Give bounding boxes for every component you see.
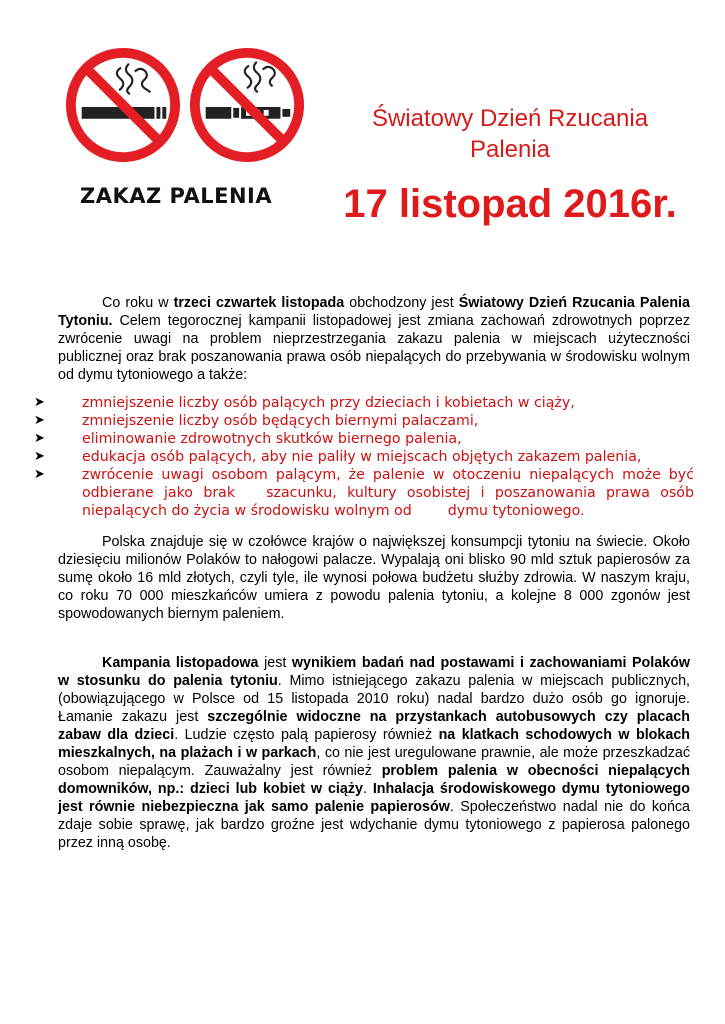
- event-date: 17 listopad 2016r.: [343, 182, 677, 226]
- intro-text-1: Co roku w: [102, 295, 174, 311]
- no-smoking-signs: [60, 46, 310, 216]
- list-item-text: zmniejszenie liczby osób będących biernymi palaczami,: [82, 413, 479, 429]
- campaign-text-5: .: [362, 781, 373, 797]
- arrow-bullet-icon: ➤: [34, 395, 45, 410]
- title-line-1: Światowy Dzień Rzucania: [371, 105, 649, 132]
- arrow-bullet-icon: ➤: [34, 413, 45, 428]
- campaign-paragraph: [58, 654, 690, 852]
- list-item-text: eliminowanie zdrowotnych skutków biernego palenia,: [82, 431, 462, 447]
- intro-text-3: Celem tegorocznej kampanii listopadowej jest zmiana zachowań zdrowotnych poprzez zwrócenie uwagi na problem nieprzestrzegania zakazu palenia w miejscach użyteczności publicznej oraz brak poszanowania prawa osób niepalących do przebywania w środowisku wolnym od dymu tytoniowego a także:: [58, 313, 690, 383]
- no-smoking-e-cigarette-icon: [188, 46, 306, 164]
- campaign-bold-3: szczególnie widoczne na przystankach autobusowych czy placach zabaw dla dzieci: [58, 709, 690, 743]
- list-item: [34, 448, 694, 466]
- intro-text-2: obchodzony jest: [344, 295, 459, 311]
- arrow-bullet-icon: ➤: [34, 431, 45, 446]
- list-item: [34, 394, 694, 412]
- arrow-bullet-icon: ➤: [34, 467, 45, 482]
- campaign-text-6: . Społeczeństwo nadal nie do końca zdaje sobie sprawę, jak bardzo groźne jest wdychanie dymu tytoniowego z papierosa palonego przez inną osobę.: [58, 799, 691, 851]
- intro-paragraph: [58, 294, 690, 384]
- poland-text: Polska znajduje się w czołówce krajów o największej konsumpcji tytoniu na świecie. Około dziesięciu milionów Polaków to nałogowi palacze. Wypalają oni blisko 90 mld sztuk papierosów za sumę około 16 mld złotych, czyli tyle, ile wynosi połowa budżetu służby zdrowia. W naszym kraju, co roku 70 000 mieszkańców umiera z powodu palenia tytoniu, a kolejne 8 000 zgonów jest spowodowanych biernym paleniem.: [58, 534, 690, 622]
- intro-bold-1: trzeci czwartek listopada: [173, 295, 345, 311]
- campaign-text-4: , co nie jest uregulowane prawnie, ale może przeszkadzać osobom niepalącym. Zauważalny jest również: [58, 745, 690, 779]
- intro-bold-2: Światowy Dzień Rzucania Palenia Tytoniu.: [58, 295, 690, 329]
- list-item: [34, 466, 699, 520]
- arrow-bullet-icon: ➤: [34, 449, 45, 464]
- poland-paragraph: [58, 533, 690, 623]
- list-item-text: edukacja osób palących, aby nie paliły w miejscach objętych zakazem palenia,: [82, 449, 642, 465]
- campaign-bold-1: Kampania listopadowa: [102, 655, 259, 671]
- list-item-text: zwrócenie uwagi osobom palącym, że palenie w otoczeniu niepalących może być odbierane jako brak szacunku, kultury osobistej i poszanowania prawa osób niepalących do życia w środowisku wolnym od dymu tytoniowego.: [82, 467, 699, 519]
- page-title: [330, 103, 690, 165]
- no-smoking-cigarette-icon: [64, 46, 182, 164]
- title-line-2: Palenia: [469, 136, 551, 163]
- list-item-text: zmniejszenie liczby osób palących przy dzieciach i kobietach w ciąży,: [82, 395, 575, 411]
- campaign-bold-6: Inhalacja środowiskowego dymu tytoniowego jest równie niebezpieczna jak samo palenie papierosów: [58, 781, 690, 815]
- sign-caption: ZAKAZ PALENIA: [80, 184, 273, 208]
- campaign-bold-5: problem palenia w obecności niepalących domowników, np.: dzieci lub kobiet w ciąży: [58, 763, 691, 797]
- campaign-text-3: . Ludzie często palą papierosy również: [174, 727, 439, 743]
- campaign-bold-2: wynikiem badań nad postawami i zachowaniami Polaków w stosunku do palenia tytoniu: [58, 655, 690, 689]
- campaign-text-2: . Mimo istniejącego zakazu palenia w miejscach publicznych, (obowiązującego w Polsce od 15 listopada 2010 roku) nadal bardzo dużo osób go ignoruje. Łamanie zakazu jest: [58, 673, 690, 725]
- list-item: [34, 412, 694, 430]
- campaign-text-1: jest: [258, 655, 292, 671]
- list-item: [34, 430, 694, 448]
- campaign-bold-4: na klatkach schodowych w blokach mieszkalnych, na plażach i w parkach: [58, 727, 691, 761]
- goals-list: [34, 394, 699, 520]
